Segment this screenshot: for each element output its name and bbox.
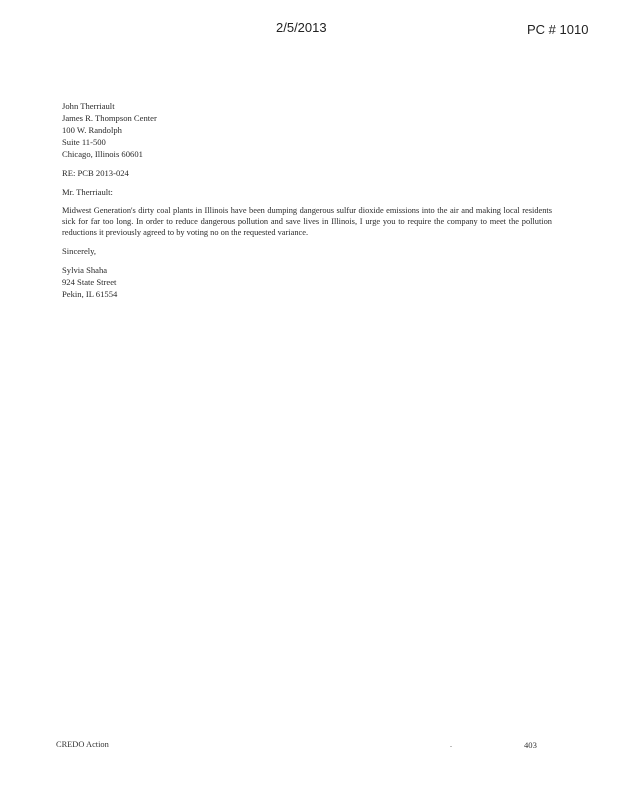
body-paragraph: Midwest Generation's dirty coal plants in Illinois have been dumping dangerous sulfur dioxide emissions into the air and making local residents sick for far too long. In order to reduce dangerous pollution and save lives in Illinois, I urge you to require the company to meet the pollution reductions it previously agreed to by voting no on the requested variance. bbox=[62, 206, 552, 237]
footer-mark: . bbox=[450, 740, 452, 749]
recipient-address bbox=[62, 100, 552, 160]
sender-line: 924 State Street bbox=[62, 277, 117, 287]
letter-body bbox=[62, 100, 552, 300]
recipient-line: Suite 11-500 bbox=[62, 137, 106, 147]
sender-line: Pekin, IL 61554 bbox=[62, 289, 118, 299]
salutation: Mr. Therriault: bbox=[62, 187, 113, 197]
recipient-line: James R. Thompson Center bbox=[62, 113, 157, 123]
footer-organization: CREDO Action bbox=[56, 740, 109, 749]
closing: Sincerely, bbox=[62, 246, 97, 256]
header-date: 2/5/2013 bbox=[276, 20, 327, 35]
recipient-line: 100 W. Randolph bbox=[62, 125, 122, 135]
recipient-line: Chicago, Illinois 60601 bbox=[62, 149, 143, 159]
sender-line: Sylvia Shaha bbox=[62, 265, 108, 275]
pc-number: PC # 1010 bbox=[527, 22, 589, 37]
sender-address bbox=[62, 264, 552, 300]
recipient-line: John Therriault bbox=[62, 101, 115, 111]
reference-line: RE: PCB 2013-024 bbox=[62, 168, 129, 178]
page-number: 403 bbox=[524, 740, 537, 750]
